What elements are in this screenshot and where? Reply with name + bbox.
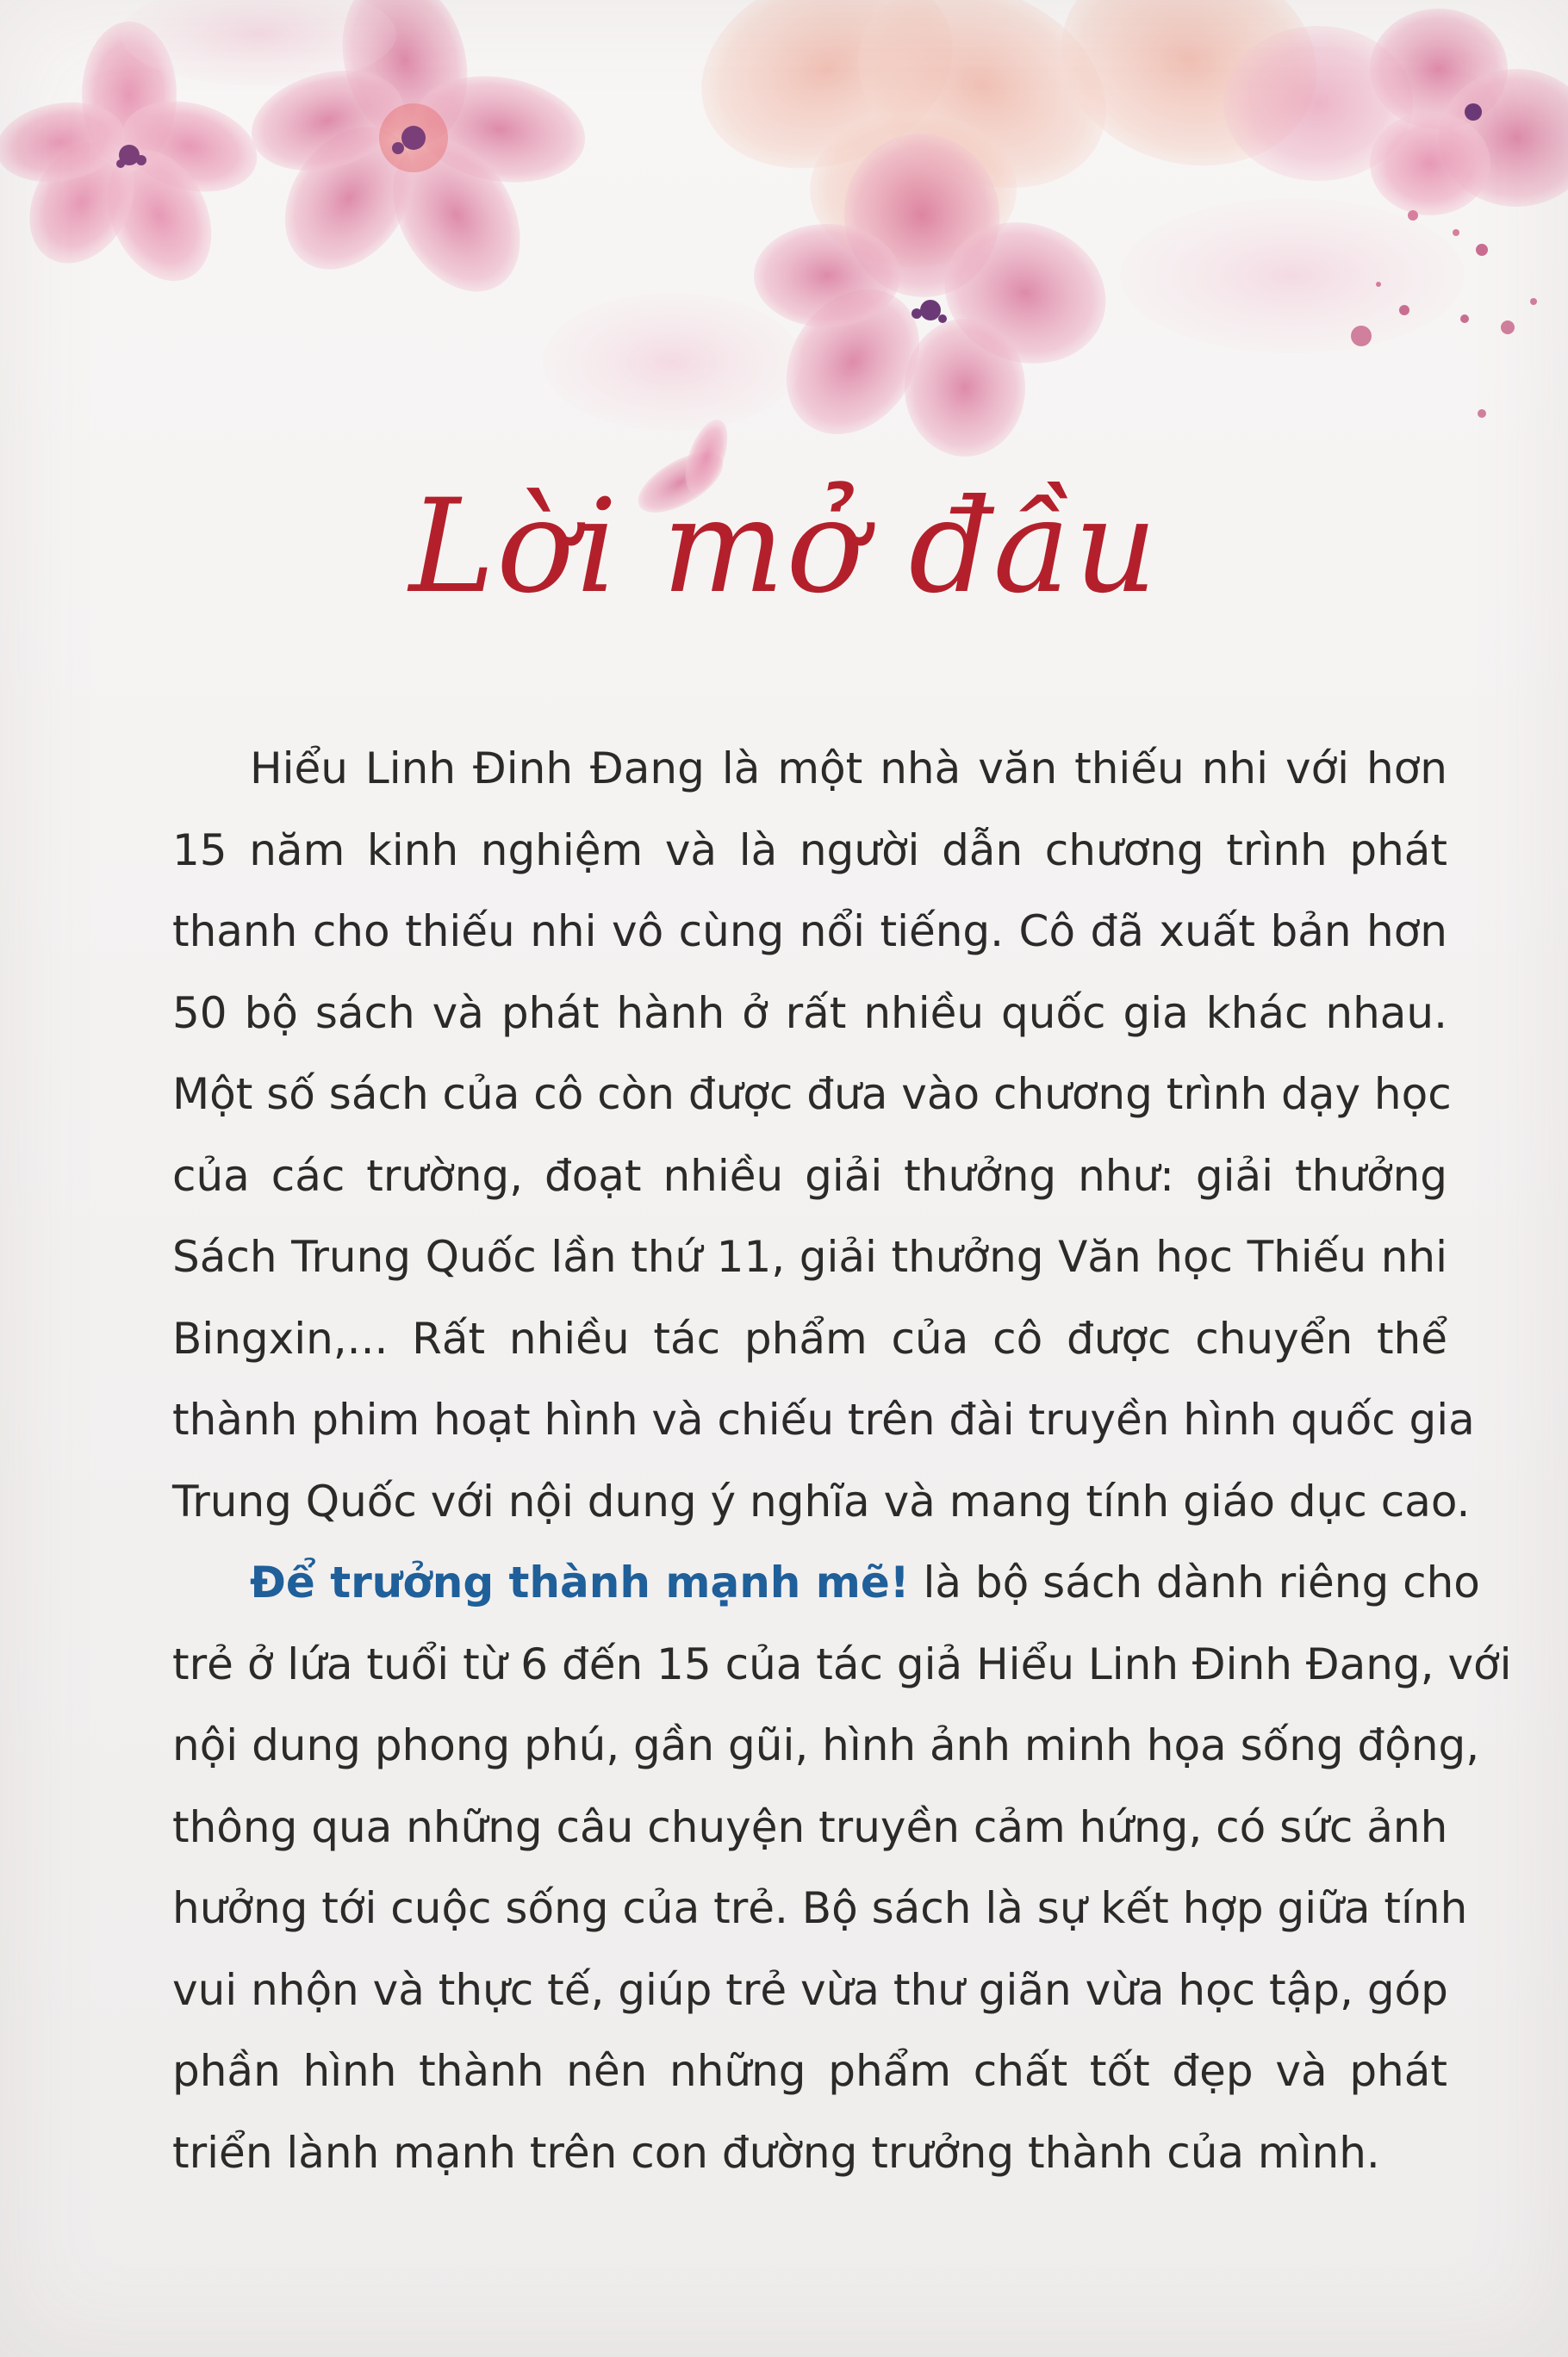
body-text (172, 728, 1512, 2193)
paragraph-series-intro (172, 1542, 1512, 2193)
paragraph-author-intro (172, 728, 1475, 1542)
text-line: 15 năm kinh nghiệm và là người dẫn chương trình phát (172, 824, 1447, 875)
text-line: hưởng tới cuộc sống của trẻ. Bộ sách là sự kết hợp giữa tính (172, 1883, 1468, 1933)
text-line: thông qua những câu chuyện truyền cảm hứng, có sức ảnh (172, 1801, 1448, 1852)
text-line: triển lành mạnh trên con đường trưởng thành của mình. (172, 2127, 1380, 2178)
text-line: Bingxin,... Rất nhiều tác phẩm của cô được chuyển thể (172, 1313, 1447, 1364)
text-line: thành phim hoạt hình và chiếu trên đài truyền hình quốc gia (172, 1395, 1475, 1445)
text-line: Sách Trung Quốc lần thứ 11, giải thưởng Văn học Thiếu nhi (172, 1232, 1447, 1282)
text-line: vui nhộn và thực tế, giúp trẻ vừa thư giãn vừa học tập, góp (172, 1964, 1448, 2015)
text-line: trẻ ở lứa tuổi từ 6 đến 15 của tác giả Hiểu Linh Đinh Đang, với (172, 1639, 1512, 1689)
page-title: Lời mở đầu (408, 472, 1160, 622)
series-title: Để trưởng thành mạnh mẽ! (250, 1558, 910, 1608)
text-line: Hiểu Linh Đinh Đang là một nhà văn thiếu nhi với hơn (250, 743, 1447, 793)
text-line: phần hình thành nên những phẩm chất tốt đẹp và phát (172, 2046, 1447, 2096)
text-line: nội dung phong phú, gần gũi, hình ảnh minh họa sống động, (172, 1720, 1480, 1770)
text-line: 50 bộ sách và phát hành ở rất nhiều quốc gia khác nhau. (172, 987, 1447, 1038)
text-line (172, 1542, 1480, 1624)
text-line: của các trường, đoạt nhiều giải thưởng như: giải thưởng (172, 1150, 1447, 1201)
text-line: Trung Quốc với nội dung ý nghĩa và mang tính giáo dục cao. (172, 1476, 1471, 1527)
text-fragment: là bộ sách dành riêng cho (909, 1558, 1480, 1608)
text-line: Một số sách của cô còn được đưa vào chương trình dạy học (172, 1069, 1452, 1119)
text-line: thanh cho thiếu nhi vô cùng nổi tiếng. Cô đã xuất bản hơn (172, 906, 1447, 956)
